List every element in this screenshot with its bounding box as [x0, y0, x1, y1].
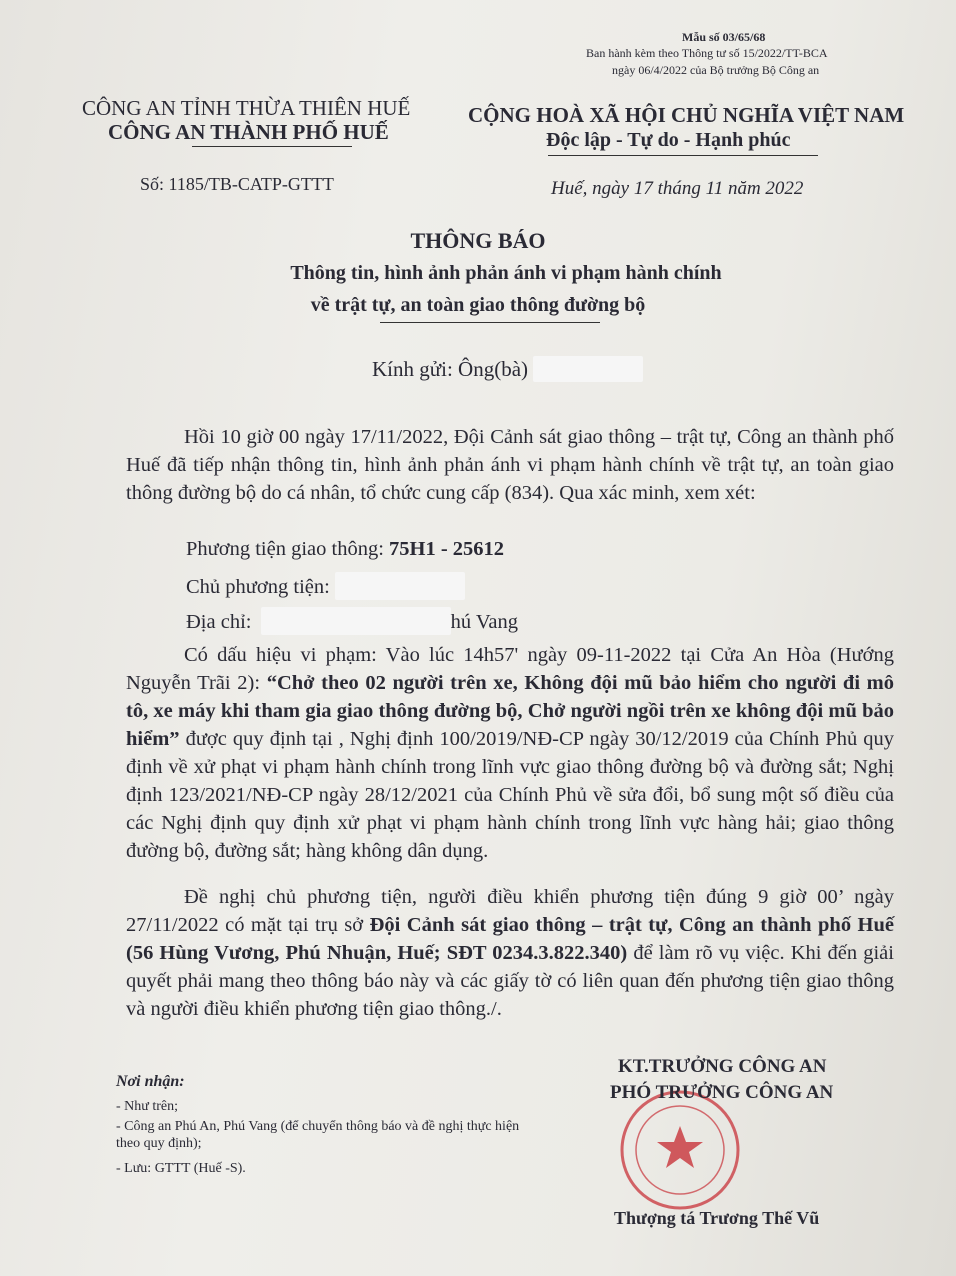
owner-field	[186, 572, 465, 600]
recipients-item-2: - Công an Phú An, Phú Vang (để chuyển thông báo và đề nghị thực hiện theo quy định);	[116, 1119, 520, 1151]
violation-description: “Chở theo 02 người trên xe, Không đội mũ bảo hiểm cho người đi mô tô, xe máy khi tham gia giao thông đường bộ, Chở người ngồi trên xe không đội mũ bảo hiểm”	[126, 672, 894, 750]
recipient-line	[372, 356, 643, 382]
owner-label: Chủ phương tiện:	[186, 576, 335, 598]
document-subtitle-1: Thông tin, hình ảnh phản ánh vi phạm hành chính	[290, 262, 722, 284]
violation-legal-basis: được quy định tại , Nghị định 100/2019/NĐ-CP ngày 30/12/2019 của Chính Phủ quy định về xử phạt vi phạm hành chính trong lĩnh vực giao thông đường bộ và đường sắt; Nghị định 123/2021/NĐ-CP ngày 28/12/2021 của Chính Phủ về sửa đổi, bổ sung một số điều của các Nghị định quy định xử phạt vi phạm hành chính trong lĩnh vực hàng hải; giao thông đường bộ, đường sắt; hàng không dân dụng.	[126, 728, 894, 862]
address-field	[186, 607, 518, 635]
recipients-title: Nơi nhận:	[116, 1073, 185, 1090]
motto-underline	[548, 155, 818, 156]
redacted-name	[533, 356, 643, 382]
redacted-address	[261, 607, 451, 635]
paragraph-request	[126, 883, 894, 1023]
recipient-greeting: Kính gửi: Ông(bà)	[372, 357, 534, 381]
agency-parent: CÔNG AN TỈNH THỪA THIÊN HUẾ	[82, 96, 411, 120]
form-issued-line1: Ban hành kèm theo Thông tư số 15/2022/TT-BCA	[586, 46, 828, 60]
form-issued-line2: ngày 06/4/2022 của Bộ trưởng Bộ Công an	[612, 63, 820, 77]
signature-title-1: KT.TRƯỞNG CÔNG AN	[618, 1056, 827, 1077]
request-details: để làm rõ vụ việc. Khi đến giải quyết phải mang theo thông báo này và các giấy tờ có liên quan đến phương tiện giao thông và người điều khiển phương tiện giao thông./.	[126, 942, 894, 1020]
vehicle-field	[186, 538, 504, 561]
request-intro: Đề nghị chủ phương tiện, người điều khiển phương tiện đúng 9 giờ 00’ ngày 27/11/2022 có mặt tại trụ sở	[126, 886, 894, 936]
agency-underline	[192, 146, 352, 147]
vehicle-label: Phương tiện giao thông:	[186, 538, 390, 560]
violation-intro: Có dấu hiệu vi phạm: Vào lúc 14h57' ngày 09-11-2022 tại Cửa An Hòa (Hướng Nguyễn Trãi 2):	[126, 644, 894, 694]
document-number: Số: 1185/TB-CATP-GTTT	[140, 174, 334, 194]
agency-name: CÔNG AN THÀNH PHỐ HUẾ	[108, 120, 389, 144]
star-icon	[657, 1126, 703, 1168]
nation-title: CỘNG HOÀ XÃ HỘI CHỦ NGHĨA VIỆT NAM	[468, 103, 905, 127]
address-label: Địa chỉ:	[186, 611, 257, 633]
redacted-owner	[335, 572, 465, 600]
vehicle-plate: 75H1 - 25612	[389, 538, 505, 560]
subtitle-underline	[380, 322, 600, 323]
paragraph-violation	[126, 641, 894, 865]
document-date: Huế, ngày 17 tháng 11 năm 2022	[551, 178, 804, 199]
address-tail: hú Vang	[450, 611, 518, 633]
request-office: Đội Cảnh sát giao thông – trật tự, Công an thành phố Huế (56 Hùng Vương, Phú Nhuận, Huế; SĐT 0234.3.822.340)	[126, 914, 894, 964]
signer-name: Thượng tá Trương Thế Vũ	[614, 1208, 820, 1228]
document-subtitle-2: về trật tự, an toàn giao thông đường bộ	[310, 294, 646, 316]
form-number: Mẫu số 03/65/68	[682, 30, 766, 44]
paragraph-intro: Hồi 10 giờ 00 ngày 17/11/2022, Đội Cảnh sát giao thông – trật tự, Công an thành phố Huế đã tiếp nhận thông tin, hình ảnh phản ánh vi phạm hành chính về trật tự, an toàn giao thông đường bộ do cá nhân, tổ chức cung cấp (834). Qua xác minh, xem xét:	[126, 426, 894, 504]
recipients-item-3: - Lưu: GTTT (Huế -S).	[116, 1161, 246, 1176]
signature-title-2: PHÓ TRƯỞNG CÔNG AN	[610, 1082, 834, 1103]
recipients-item-1: - Như trên;	[116, 1099, 179, 1114]
national-motto: Độc lập - Tự do - Hạnh phúc	[546, 129, 791, 151]
document-title: THÔNG BÁO	[410, 228, 546, 253]
